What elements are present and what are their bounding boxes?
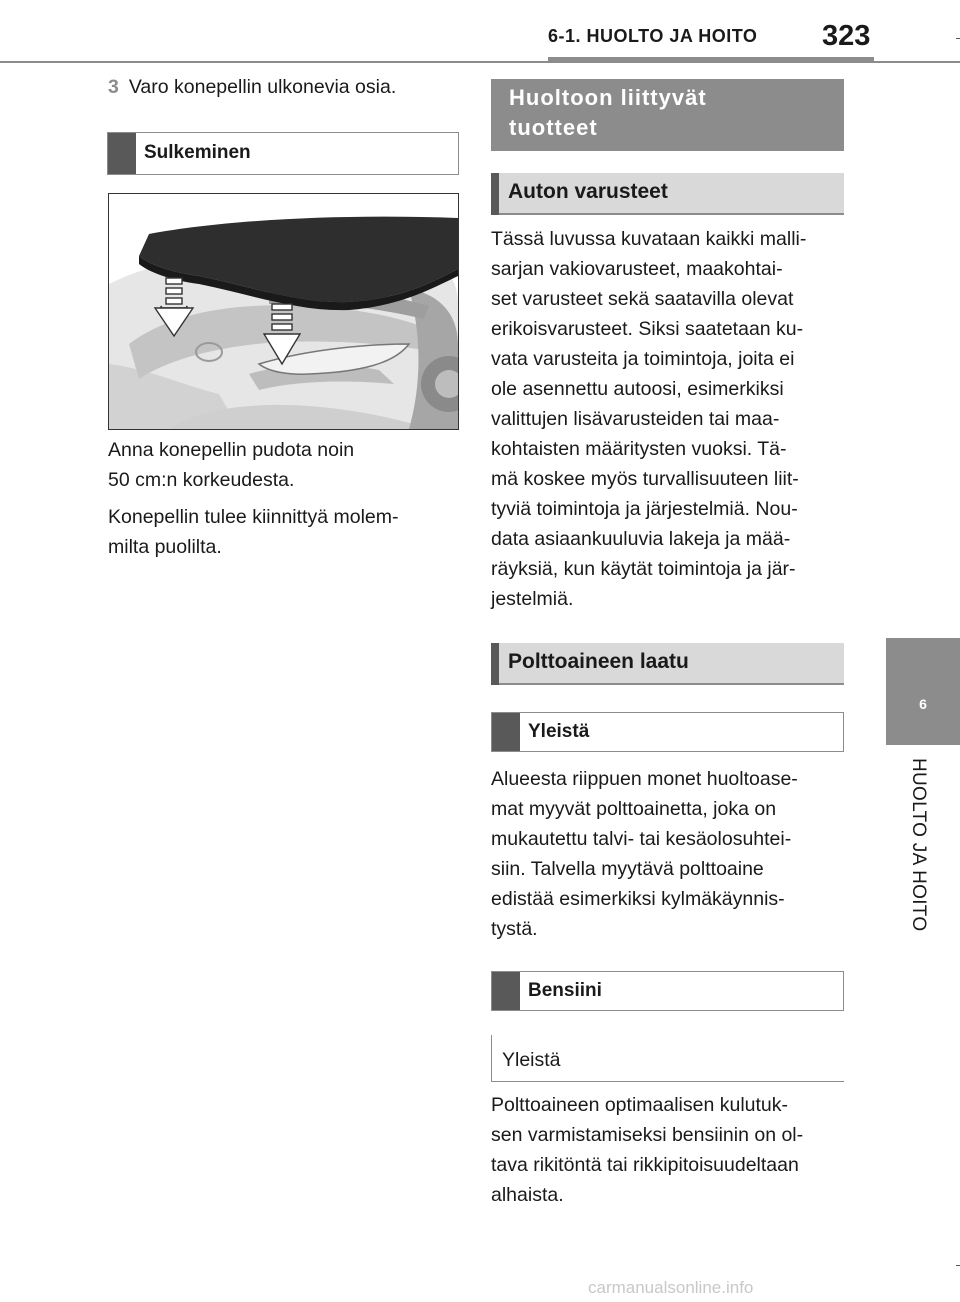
heading-marker (492, 713, 520, 751)
text-line: tyviä toimintoja ja järjestelmiä. Nou- (491, 498, 798, 520)
text-line: mä koskee myös turvallisuuteen liit- (491, 468, 799, 490)
text-line: vata varusteita ja toimintoja, joita ei (491, 348, 795, 370)
heading-closing (107, 132, 459, 175)
heading-car-equipment-text: Auton varusteet (508, 180, 668, 203)
text-line: tava rikitöntä tai rikkipitoisuudeltaan (491, 1154, 799, 1176)
text-line: ole asennettu autoosi, esimerkiksi (491, 378, 784, 400)
heading-petrol-text: Bensiini (528, 980, 602, 1001)
heading-car-equipment (491, 173, 844, 215)
text-line: Polttoaineen optimaalisen kulutuk- (491, 1094, 789, 1116)
car-hood-closing-illustration (108, 193, 459, 430)
text-line: mat myyvät polttoainetta, joka on (491, 798, 777, 820)
text-line: sen varmistamiseksi bensiinin on ol- (491, 1124, 804, 1146)
heading-fuel-quality-text: Polttoaineen laatu (508, 650, 689, 673)
closing-paragraph-2 (108, 502, 468, 562)
heading-closing-text: Sulkeminen (144, 142, 251, 163)
text-line: milta puolilta. (108, 536, 222, 558)
step-item (108, 72, 468, 102)
heading-fuel-quality (491, 643, 844, 685)
equipment-paragraph (491, 224, 851, 614)
text-line: Tässä luvussa kuvataan kaikki malli- (491, 228, 807, 250)
text-line: set varusteet sekä saatavilla olevat (491, 288, 794, 310)
text-line: valittujen lisävarusteiden tai maa- (491, 408, 780, 430)
text-line: erikoisvarusteet. Siksi saatetaan ku- (491, 318, 804, 340)
text-line: edistää esimerkiksi kylmäkäynnis- (491, 888, 785, 910)
text-line: siin. Talvella myytävä polttoaine (491, 858, 764, 880)
crop-mark (956, 1265, 960, 1266)
text-line: Anna konepellin pudota noin (108, 439, 355, 461)
heading-marker (491, 173, 499, 215)
heading-general-text: Yleistä (528, 721, 590, 742)
chapter-tab-number: 6 (919, 696, 927, 712)
text-line: alhaista. (491, 1184, 564, 1206)
heading-maintenance-products-text (509, 83, 707, 143)
crop-mark (956, 38, 960, 39)
general-paragraph (491, 764, 851, 944)
text-line: 50 cm:n korkeudesta. (108, 469, 295, 491)
text-line: kohtaisten määritysten vuoksi. Tä- (491, 438, 787, 460)
text-line: data asiaankuuluvia lakeja ja mää- (491, 528, 791, 550)
text-line: mukautettu talvi- tai kesäolosuhtei- (491, 828, 792, 850)
closing-paragraph-1 (108, 435, 468, 495)
heading-line: tuotteet (509, 115, 598, 140)
step-number: 3 (108, 76, 119, 98)
watermark: carmanualsonline.info (588, 1278, 754, 1297)
step-text: Varo konepellin ulkonevia osia. (128, 76, 397, 98)
text-line: Konepellin tulee kiinnittyä molem- (108, 506, 399, 528)
petrol-paragraph (491, 1090, 851, 1210)
text-line: räyksiä, kun käytät toimintoja ja jär- (491, 558, 796, 580)
heading-marker (492, 972, 520, 1010)
header-rule (0, 61, 960, 63)
heading-petrol (491, 971, 844, 1011)
subheading-general (491, 1035, 844, 1082)
heading-marker (491, 643, 499, 685)
section-title: 6-1. HUOLTO JA HOITO (548, 26, 758, 46)
page-number: 323 (822, 20, 871, 52)
heading-marker (108, 133, 136, 174)
text-line: Alueesta riippuen monet huoltoase- (491, 768, 798, 790)
heading-general (491, 712, 844, 752)
chapter-tab-label: HUOLTO JA HOITO (908, 758, 929, 932)
heading-line: Huoltoon liittyvät (509, 85, 707, 110)
text-line: tystä. (491, 918, 538, 940)
subheading-general-text: Yleistä (502, 1049, 561, 1071)
heading-maintenance-products (491, 79, 844, 151)
text-line: sarjan vakiovarusteet, maakohtai- (491, 258, 783, 280)
chapter-tab[interactable] (886, 638, 960, 745)
text-line: jestelmiä. (491, 588, 574, 610)
